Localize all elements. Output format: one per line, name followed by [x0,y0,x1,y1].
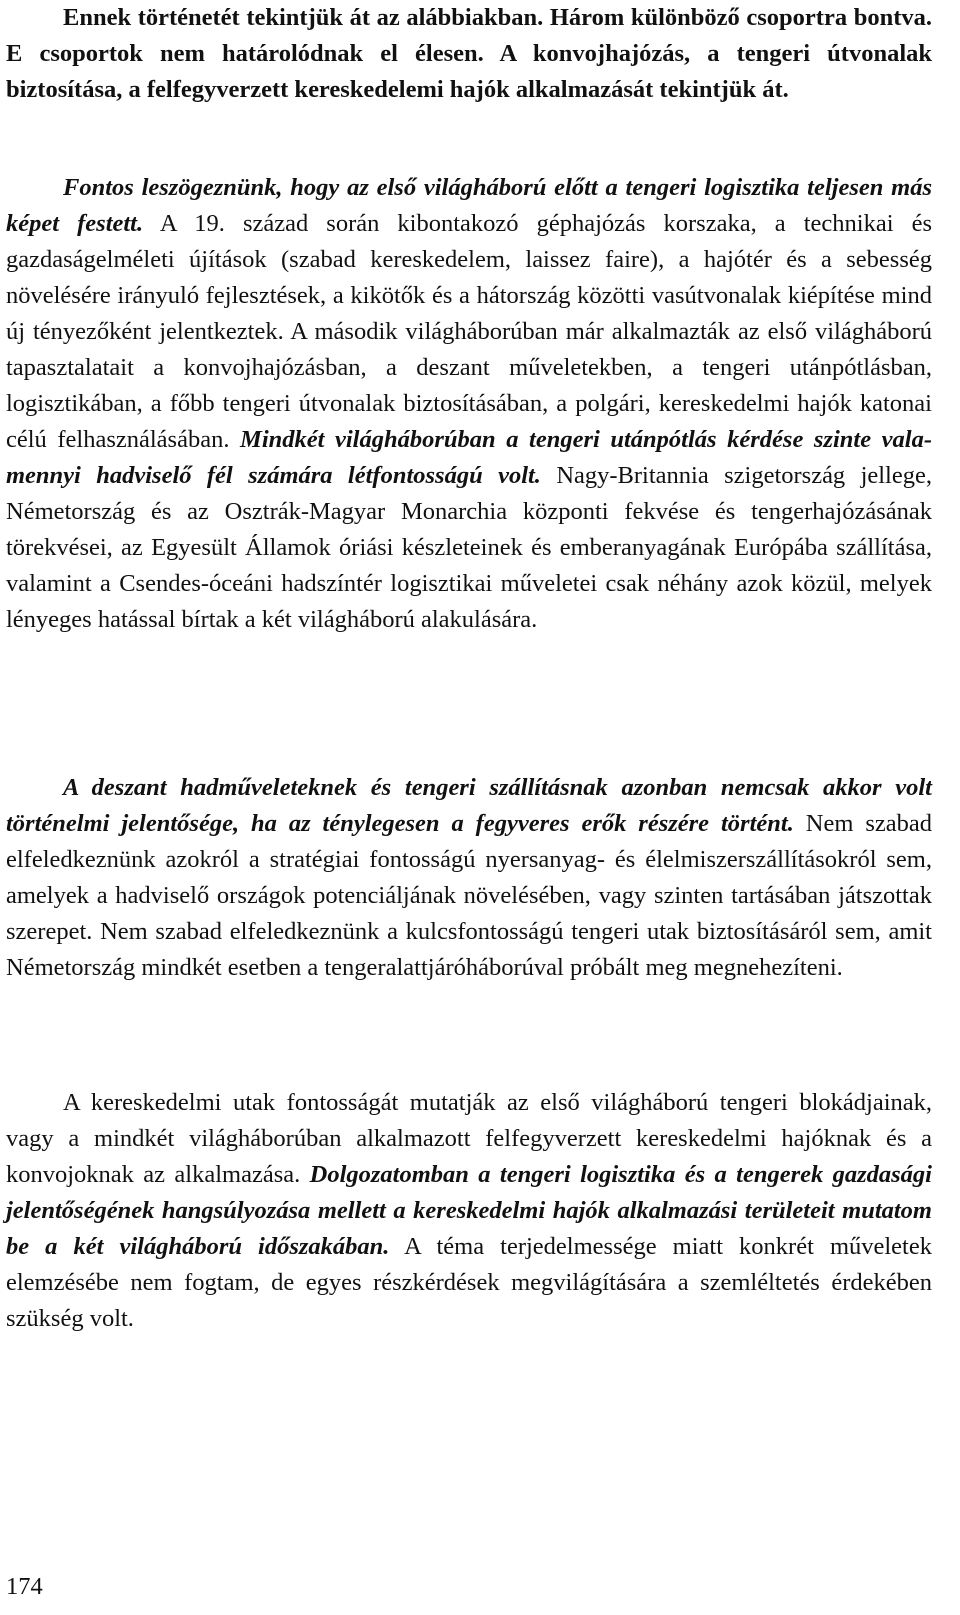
paragraph-run: Nagy-Britannia szigetország jellege, Németország és az Osztrák-Magyar Monarchia központi fekvése és tengerhajózásának törekvései, az Egyesült Államok óriási készleteinek és emberanyagának Európába szállítása, valamint a Csendes-óceáni hadszíntér logisztikai műveletei csak néhány azok közül, melyek lényeges hatással bírtak a két világháború alakulására. [6,462,932,633]
emphasis-run: Mindkét világháborúban a tengeri utánpótlás kérdése szinte valamennyi hadviselő fél számára létfontosságú volt. [6,426,932,489]
paragraph-thesis [6,1085,932,1337]
paragraph-logistics-history [6,170,932,638]
paragraph-run: Nem szabad elfeledkeznünk azokról a stratégiai fontosságú nyersanyag- és élelmiszerszállításokról sem, amelyek a hadviselő országok potenciáljának növelésében, vagy szinten tartásában játszottak szerepet. Nem szabad elfeledkeznünk a kulcsfontosságú tengeri utak biztosításáról sem, amit Németország mindkét esetben a tengeralattjáróháborúval próbált meg megnehezíteni. [6,810,932,981]
emphasis-run: Dolgozatomban a tengeri logisztika és a tengerek gazdasági jelentőségének hangsúlyozása mellett a kereskedelmi hajók alkalmazási területeit mutatom be a két világháború időszakában. [6,1161,932,1260]
paragraph-run: A kereskedelmi utak fontosságát mutatják az első világháború tengeri blokádjainak, vagy a mindkét világháborúban alkalmazott felfegyverzett kereskedelmi hajóknak és a konvojoknak az alkalmazása. [6,1089,932,1188]
paragraph-run: A téma terjedelmessége miatt konkrét műveletek elemzésébe nem fogtam, de egyes részkérdések megvilágítására a szemléltetés érdekében szükség volt. [6,1233,932,1332]
paragraph-intro [6,0,932,108]
emphasis-run: Fontos leszögeznünk, hogy az első világháború előtt a tengeri logisztika teljesen más képet festett. [6,174,932,237]
emphasis-run: A deszant hadműveleteknek és tengeri szállításnak azonban nemcsak akkor volt történelmi jelentősége, ha az ténylegesen a fegyveres erők részére történt. [6,774,932,837]
paragraph-run: Ennek történetét tekintjük át az alábbiakban. Három különböző csoportra bontva. E csoportok nem határolódnak el élesen. A konvojhajózás, a tengeri útvonalak biztosítása, a felfegyverzett kereskedelemi hajók alkalmazását tekintjük át. [6,4,932,103]
page-number: 174 [6,1573,43,1600]
paragraph-deszant [6,770,932,986]
paragraph-run: A 19. század során kibontakozó géphajózás korszaka, a technikai és gazdaságelméleti újítások (szabad kereskedelem, laissez faire), a hajótér és a sebesség növelésére irányuló fejlesztések, a kikötők és a hátország közötti vasútvonalak kiépítése mind új tényezőként jelentkeztek. A második világháborúban már alkalmazták az első világháború tapasztalatait a konvojhajózásban, a deszant műveletekben, a tengeri utánpótlásban, logisztikában, a főbb tengeri útvonalak biztosításában, a polgári, kereskedelmi hajók katonai célú felhasználásában. [6,210,933,453]
